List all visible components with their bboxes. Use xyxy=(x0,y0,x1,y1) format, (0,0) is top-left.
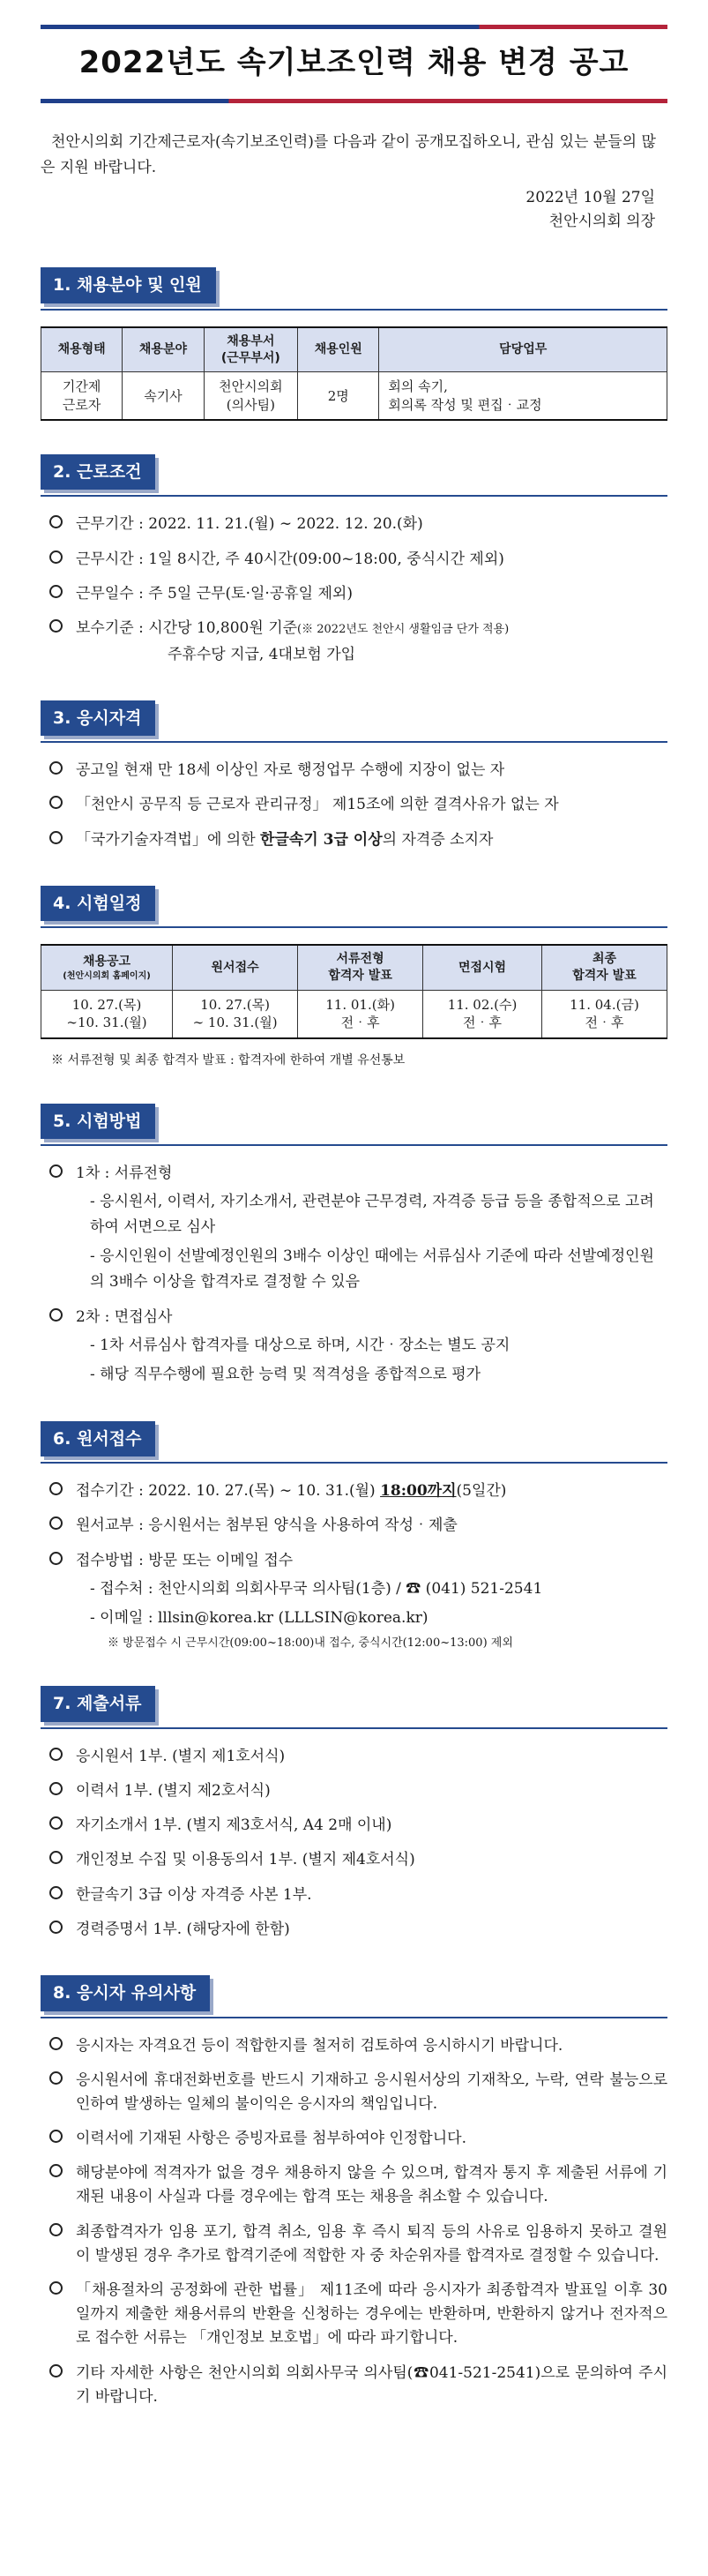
list-item: 최종합격자가 임용 포기, 합격 취소, 임용 후 즉시 퇴직 등의 사유로 임용하지 못하고 결원이 발생된 경우 추가로 합격기준에 적합한 자 중 차순위자를 합격자로 결정할 수 있습니다. xyxy=(41,2220,667,2268)
cell-final-result: 11. 04.(금) 전‧후 xyxy=(541,991,667,1038)
section-documents xyxy=(41,1686,667,1942)
circle-bullet-icon xyxy=(49,1482,63,1495)
circle-bullet-icon xyxy=(49,2130,63,2143)
cell-count: 2명 xyxy=(298,372,379,420)
list-item: 근무시간 : 1일 8시간, 주 40시간(09:00~18:00, 중식시간 제외) xyxy=(41,548,667,572)
cell-document-result: 11. 01.(화) 전‧후 xyxy=(298,991,423,1038)
list-item: 이력서에 기재된 사항은 증빙자료를 첨부하여야 인정합니다. xyxy=(41,2127,667,2151)
header-cell: 면접시험 xyxy=(423,945,542,990)
section-divider xyxy=(41,309,667,311)
list-item: 자기소개서 1부. (별지 제3호서식, A4 2매 이내) xyxy=(41,1814,667,1838)
sub-item: - 응시인원이 선발예정인원의 3배수 이상인 때에는 서류심사 기준에 따라 선발예정인원의 3배수 이상을 합격자로 결정할 수 있음 xyxy=(90,1247,654,1291)
list-item: 응시원서 1부. (별지 제1호서식) xyxy=(41,1745,667,1769)
list-item: 경력증명서 1부. (해당자에 한함) xyxy=(41,1918,667,1942)
table-row xyxy=(41,991,667,1038)
table-row xyxy=(41,372,667,420)
header-cell: 채용인원 xyxy=(298,327,379,372)
header-cell: 채용공고 (천안시의회 홈페이지) xyxy=(41,945,173,990)
circle-bullet-icon xyxy=(49,619,63,633)
sub-item: - 이메일 : lllsin@korea.kr (LLLSIN@korea.kr) xyxy=(90,1608,429,1627)
visit-note: ※ 방문접수 시 근무시간(09:00~18:00)내 접수, 중식시간(12:00~13:00) 제외 xyxy=(108,1636,513,1650)
page-title: 2022년도 속기보조인력 채용 변경 공고 xyxy=(78,45,630,80)
section-divider xyxy=(41,1727,667,1729)
circle-bullet-icon xyxy=(49,796,63,809)
date-block xyxy=(41,186,667,234)
section-title: 1. 채용분야 및 인원 xyxy=(41,267,216,303)
section-divider xyxy=(41,926,667,928)
list-item: 원서교부 : 응시원서는 첨부된 양식을 사용하여 작성‧제출 xyxy=(41,1514,667,1538)
cell-application-period: 10. 27.(목) ∼ 10. 31.(월) xyxy=(173,991,298,1038)
title-banner xyxy=(41,25,667,103)
circle-bullet-icon xyxy=(49,1552,63,1565)
header-cell: 채용분야 xyxy=(123,327,204,372)
section-divider xyxy=(41,2017,667,2018)
circle-bullet-icon xyxy=(49,1516,63,1530)
list-item: 이력서 1부. (별지 제2호서식) xyxy=(41,1779,667,1803)
header-cell: 최종 합격자 발표 xyxy=(541,945,667,990)
list-item: 보수기준 : 시간당 10,800원 기준(※ 2022년도 천안시 생활임금 단가 적용) xyxy=(41,617,667,640)
list-item: 응시자는 자격요건 등이 적합한지를 철저히 검토하여 응시하시기 바랍니다. xyxy=(41,2034,667,2058)
sub-item: - 접수처 : 천안시의회 의회사무국 의사팀(1층) / ☎ (041) 521-2541 xyxy=(90,1579,543,1598)
table-header-row xyxy=(41,945,667,990)
cell-interview: 11. 02.(수) 전‧후 xyxy=(423,991,542,1038)
notice-issuer: 천안시의회 의장 xyxy=(548,212,655,230)
pay-extra: 주휴수당 지급, 4대보험 가입 xyxy=(168,646,356,664)
list-item: 「채용절차의 공정화에 관한 법률」 제11조에 따라 응시자가 최종합격자 발표일 이후 30일까지 제출한 채용서류의 반환을 신청하는 경우에는 반환하며, 반환하지 않거나 전자적으로 접수한 서류는 「개인정보 보호법」에 따라 파기합니다. xyxy=(41,2279,667,2351)
schedule-table xyxy=(41,944,667,1038)
cell-field: 속기사 xyxy=(123,372,204,420)
schedule-note: ※ 서류전형 및 최종 합격자 발표 : 합격자에 한하여 개별 유선통보 xyxy=(51,1052,406,1067)
section-precautions xyxy=(41,1975,667,2409)
sub-item: - 응시원서, 이력서, 자기소개서, 관련분야 근무경력, 자격증 등급 등을 종합적으로 고려하여 서면으로 심사 xyxy=(90,1193,654,1237)
circle-bullet-icon xyxy=(49,831,63,844)
circle-bullet-icon xyxy=(49,585,63,598)
circle-bullet-icon xyxy=(49,2164,63,2177)
cell-duty: 회의 속기, 회의록 작성 및 편집‧교정 xyxy=(379,372,667,420)
section-recruitment xyxy=(41,267,667,421)
section-divider xyxy=(41,741,667,743)
circle-bullet-icon xyxy=(49,1748,63,1761)
header-cell: 채용부서 (근무부서) xyxy=(204,327,298,372)
circle-bullet-icon xyxy=(49,1164,63,1178)
section-title: 8. 응시자 유의사항 xyxy=(41,1975,210,2011)
list-item: 공고일 현재 만 18세 이상인 자로 행정업무 수행에 지장이 없는 자 xyxy=(41,759,667,783)
header-cell: 서류전형 합격자 발표 xyxy=(298,945,423,990)
table-header-row xyxy=(41,327,667,372)
section-divider xyxy=(41,1144,667,1146)
list-item: 접수방법 : 방문 또는 이메일 접수 xyxy=(41,1549,667,1573)
section-title: 5. 시험방법 xyxy=(41,1104,155,1140)
notice-date: 2022년 10월 27일 xyxy=(525,188,655,206)
title-rule-bottom xyxy=(41,99,667,103)
title-rule-top xyxy=(41,25,667,29)
recruitment-table xyxy=(41,326,667,421)
circle-bullet-icon xyxy=(49,2037,63,2050)
list-item: 개인정보 수집 및 이용동의서 1부. (별지 제4호서식) xyxy=(41,1848,667,1872)
list-item: 「천안시 공무직 등 근로자 관리규정」 제15조에 의한 결격사유가 없는 자 xyxy=(41,793,667,817)
list-item: 응시원서에 휴대전화번호를 반드시 기재하고 응시원서상의 기재착오, 누락, 연락 불능으로 인하여 발생하는 일체의 불이익은 응시자의 책임입니다. xyxy=(41,2069,667,2116)
sub-item: - 해당 직무수행에 필요한 능력 및 적격성을 종합적으로 평가 xyxy=(90,1365,481,1383)
section-divider xyxy=(41,495,667,497)
section-title: 2. 근로조건 xyxy=(41,454,155,490)
circle-bullet-icon xyxy=(49,2364,63,2378)
list-item: 한글속기 3급 이상 자격증 사본 1부. xyxy=(41,1883,667,1907)
circle-bullet-icon xyxy=(49,2223,63,2236)
circle-bullet-icon xyxy=(49,1886,63,1899)
section-application xyxy=(41,1421,667,1653)
list-item: 해당분야에 적격자가 없을 경우 채용하지 않을 수 있으며, 합격자 통지 후 제출된 서류에 기재된 내용이 사실과 다를 경우에는 합격 또는 채용을 취소할 수 있습니다. xyxy=(41,2161,667,2209)
cell-dept: 천안시의회 (의사팀) xyxy=(204,372,298,420)
section-schedule xyxy=(41,886,667,1070)
section-title: 6. 원서접수 xyxy=(41,1421,155,1457)
section-exam-method xyxy=(41,1104,667,1388)
header-cell: 채용형태 xyxy=(41,327,123,372)
list-item: 기타 자세한 사항은 천안시의회 의회사무국 의사팀(☎041-521-2541)으로 문의하여 주시기 바랍니다. xyxy=(41,2362,667,2409)
list-item: 2차 : 면접심사 xyxy=(41,1306,667,1329)
circle-bullet-icon xyxy=(49,2071,63,2085)
cell-notice-period: 10. 27.(목) ∼10. 31.(월) xyxy=(41,991,173,1038)
list-item: 근무기간 : 2022. 11. 21.(월) ∼ 2022. 12. 20.(화) xyxy=(41,513,667,536)
circle-bullet-icon xyxy=(49,1308,63,1322)
list-item: 「국가기술자격법」에 의한 한글속기 3급 이상의 자격증 소지자 xyxy=(41,828,667,852)
list-item: 근무일수 : 주 5일 근무(토·일·공휴일 제외) xyxy=(41,582,667,606)
header-cell: 원서접수 xyxy=(173,945,298,990)
circle-bullet-icon xyxy=(49,1921,63,1934)
intro-text: 천안시의회 기간제근로자(속기보조인력)를 다음과 같이 공개모집하오니, 관심 있는 분들의 많은 지원 바랍니다. xyxy=(41,133,656,176)
circle-bullet-icon xyxy=(49,1782,63,1795)
header-cell: 담당업무 xyxy=(379,327,667,372)
section-conditions xyxy=(41,454,667,667)
circle-bullet-icon xyxy=(49,2281,63,2295)
section-divider xyxy=(41,1462,667,1464)
section-eligibility xyxy=(41,700,667,852)
circle-bullet-icon xyxy=(49,1851,63,1864)
list-item: 접수기간 : 2022. 10. 27.(목) ∼ 10. 31.(월) 18:00까지(5일간) xyxy=(41,1479,667,1503)
circle-bullet-icon xyxy=(49,550,63,564)
circle-bullet-icon xyxy=(49,761,63,775)
sub-item: - 1차 서류심사 합격자를 대상으로 하며, 시간‧장소는 별도 공지 xyxy=(90,1336,511,1354)
section-title: 7. 제출서류 xyxy=(41,1686,155,1722)
list-item: 1차 : 서류전형 xyxy=(41,1162,667,1186)
section-title: 3. 응시자격 xyxy=(41,700,155,737)
circle-bullet-icon xyxy=(49,1816,63,1830)
section-title: 4. 시험일정 xyxy=(41,886,155,922)
circle-bullet-icon xyxy=(49,515,63,528)
cell-type: 기간제 근로자 xyxy=(41,372,123,420)
